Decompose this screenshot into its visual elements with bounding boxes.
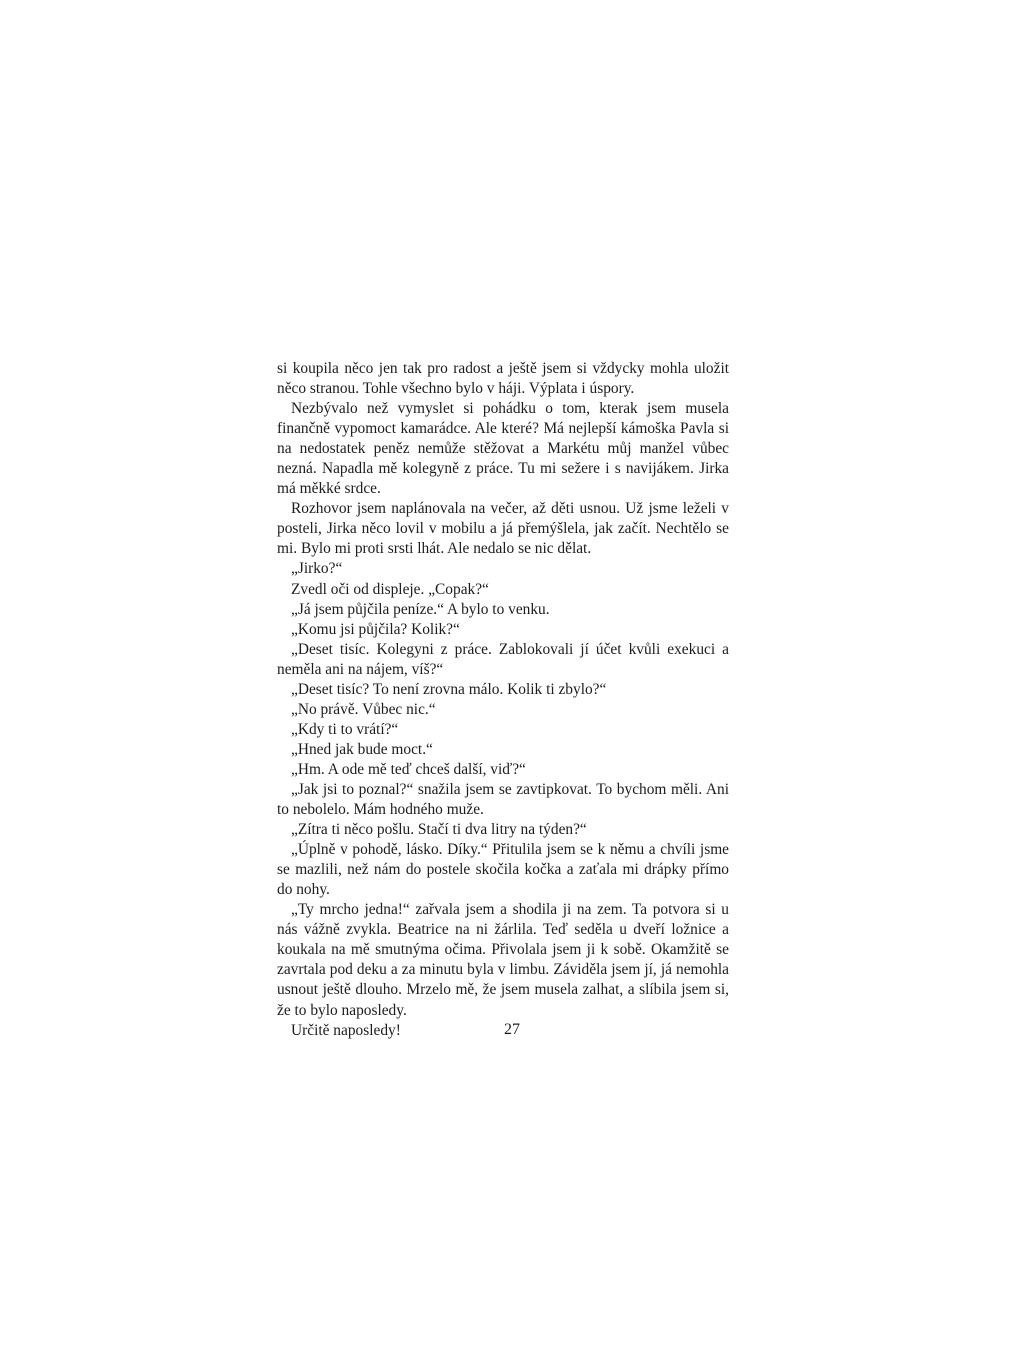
dialogue-line: „Jirko?“ xyxy=(291,560,343,578)
paragraph-2: Nezbývalo než vymyslet si pohádku o tom, kterak jsem musela finančně vypomoct kamarádce. Ale které? Má nejlepší kámoška Pavla si na nedostatek peněz nemůže stěžovat a Markétu můj manžel vůbec nezná. Napadla mě kolegyně z práce. Tu mi sežere i s navijákem. Jirka má měkké srdce. xyxy=(277,400,729,498)
dialogue-line: „Já jsem půjčila peníze.“ A bylo to venku. xyxy=(291,600,550,618)
dialogue-line: „Kdy ti to vrátí?“ xyxy=(291,720,399,738)
paragraph-17: „Ty mrcho jedna!“ zařvala jsem a shodila ji na zem. Ta potvora si u nás vážně zvykla. Beatrice na ni žárlila. Teď seděla u dveří ložnice a koukala na mě smutnýma očima. Přivolala jsem ji k sobě. Okamžitě se zavrtala pod deku a za minutu byla v limbu. Záviděla jsem jí, já nemohla usnout ještě dlouho. Mrzelo mě, že jsem musela zalhat, a slíbila jsem si, že to bylo naposledy. xyxy=(277,901,729,1019)
dialogue-line: Zvedl oči od displeje. „Copak?“ xyxy=(291,580,489,598)
paragraph-1: si koupila něco jen tak pro radost a ještě jsem si vždycky mohla uložit něco stranou. Tohle všechno bylo v háji. Výplata i úspory. xyxy=(277,360,729,398)
dialogue-line: „No právě. Vůbec nic.“ xyxy=(291,700,436,718)
paragraph-3: Rozhovor jsem naplánovala na večer, až děti usnou. Už jsme leželi v posteli, Jirka něco lovil v mobilu a já přemýšlela, jak začít. Nechtělo se mi. Bylo mi proti srsti lhát. Ale nedalo se nic dělat. xyxy=(277,500,729,558)
dialogue-line: „Deset tisíc? To není zrovna málo. Kolik ti zbylo?“ xyxy=(291,680,607,698)
body-text xyxy=(277,359,729,1041)
dialogue-line: „Deset tisíc. Kolegyni z práce. Zablokovali jí účet kvůli exekuci a neměla ani na nájem, víš?“ xyxy=(277,640,729,678)
dialogue-line: „Zítra ti něco pošlu. Stačí ti dva litry na týden?“ xyxy=(291,821,587,839)
page-number: 27 xyxy=(504,1021,520,1038)
dialogue-line: „Hm. A ode mě teď chceš další, viď?“ xyxy=(291,760,526,778)
dialogue-line: „Komu jsi půjčila? Kolik?“ xyxy=(291,620,460,638)
dialogue-line: „Jak jsi to poznal?“ snažila jsem se zavtipkovat. To bychom měli. Ani to nebolelo. Mám hodného muže. xyxy=(277,780,729,819)
dialogue-line: „Úplně v pohodě, lásko. Díky.“ Přitulila jsem se k němu a chvíli jsme se mazlili, než nám do postele skočila kočka a zaťala mi drápky přímo do nohy. xyxy=(277,841,729,899)
dialogue-line: „Hned jak bude moct.“ xyxy=(291,740,433,758)
paragraph-18: Určitě naposledy! xyxy=(291,1021,401,1039)
